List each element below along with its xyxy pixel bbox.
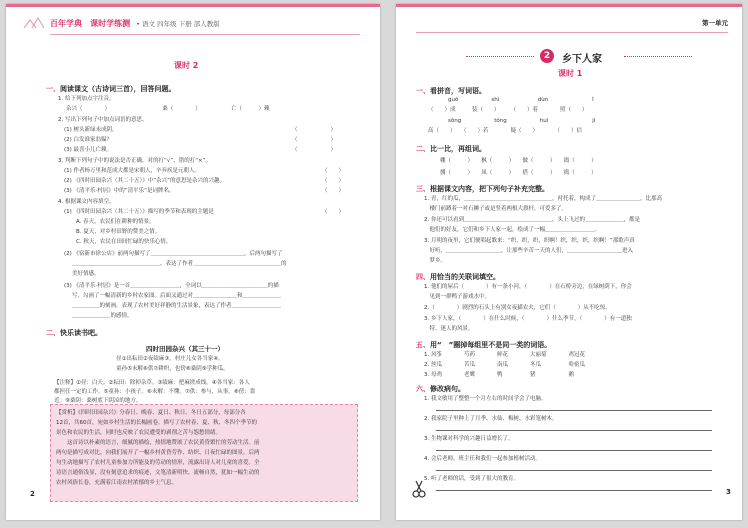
conjunction-item: 特、迷人的风景。 (424, 326, 474, 332)
sick-sentence: 5. 听了老师的话，受到了很大的教育。 (424, 476, 519, 482)
lesson-title: 课时 1 (558, 69, 583, 78)
section-6-heading: 六、修改病句。 (416, 385, 465, 393)
conjunction-item: 见到一群鸭子游戏水中。 (424, 294, 491, 300)
poem-line: 昼①出耘田②夜绩麻③，村庄儿女各当家④。 (116, 356, 224, 362)
answer-paren: （ ） (292, 127, 337, 133)
section-2-heading: 二、比一比，再组词。 (416, 145, 486, 153)
page-header (50, 18, 360, 35)
word-group: 2. 丝瓜 苦瓜 南瓜 冬瓜 哈密瓜 (424, 362, 585, 368)
answer-paren: （ ） (292, 147, 337, 153)
answer-paren: （ ） (322, 188, 345, 194)
conjunction-item: 3. 乡下人家，（ ）在什么时候，（ ）什么季节，（ ）有一道独 (424, 316, 632, 322)
q4-3: ＿＿＿＿＿＿＿的感情。 (72, 313, 133, 319)
sick-sentence: 4. 会后老师，班主任和我们一起参加植树活动。 (424, 456, 541, 462)
appreciation-line: 12首，共60首，宛如乡村生活的长幅画卷。描写了农村春、夏、秋、冬四个季节的 (56, 420, 257, 426)
left-page (6, 4, 380, 520)
q4-3: (3) 《清平乐·村居》是一首＿＿＿＿＿＿＿＿＿，全词以＿＿＿＿＿＿＿＿＿＿＿＿的描 (64, 283, 279, 289)
brand-title: 百年学典 (50, 19, 82, 28)
answer-paren: （ ） (292, 137, 337, 143)
appreciation-line: 两句是描写成对比，向我们展开了一幅乡村黄昏劳作、纺织、日夜忙碌的图景。后两 (56, 450, 260, 456)
compare-row: 棚（ ） 枫（ ） 做（ ） 捣（ ） (440, 158, 597, 164)
answer-line (436, 450, 712, 451)
section-2-heading: 二、快乐读书吧。 (46, 329, 102, 337)
answer-line (436, 490, 712, 491)
poem-title: 四时田园杂兴（其三十一） (146, 345, 224, 353)
unit-number-badge: 2 (540, 49, 554, 63)
section-5-heading: 五、用“ ”圈掉每组里不是同一类的词语。 (416, 341, 552, 349)
conjunction-item: 2.（ ）剧烈的石头上有别女夜猫农夫，它们（ ）从不吃惊。 (424, 305, 611, 311)
q4-option: B. 夏天，对乡村田野的赞美之情。 (76, 229, 161, 235)
title-dotline (466, 56, 534, 57)
q4-3: ＿＿＿＿＿的刻画，表现了农村美好祥静的生活景象，表达了作者＿＿＿＿＿＿＿＿＿ (72, 303, 282, 309)
header-rule (416, 32, 728, 33)
question-2: 2. 写出下列句子中加点词语的意思。 (58, 117, 148, 123)
answer-paren: （ ） (322, 209, 345, 215)
scissors-icon (412, 480, 426, 498)
compare-row: 捌（ ） 凤（ ） 借（ ） 捣（ ） (440, 170, 597, 176)
word-group: 1. 风筝 芍药 鲜花 大丽菊 鸡冠花 (424, 352, 585, 358)
fill-sentence: 1. 青，红的瓜，＿＿＿＿＿＿＿＿＿＿＿＿＿＿＿＿，衬托着，构成了＿＿＿＿＿＿＿＿，比那高 (424, 196, 662, 202)
q4-2: ＿＿＿＿＿＿＿＿＿＿＿＿＿＿＿＿，表达了作者＿＿＿＿＿＿＿＿＿＿＿＿＿＿＿＿的 (72, 261, 287, 267)
question-3: 3. 判断下列句子中的说法是否正确。对的打“√”，错的打“×”。 (58, 158, 212, 164)
unit-title: 乡下人家 (562, 54, 602, 65)
page-number: 2 (30, 490, 35, 498)
answer-paren: （ ） (322, 178, 345, 184)
appreciation-line: 句生动地描写了农村儿童参加力所能及的劳动的情形，流露出诗人对儿童的喜爱。全 (56, 460, 260, 466)
question-1-items: 杂兴（ ） 桑（ ） 亡（ ）赖 (66, 106, 270, 112)
word-row: 高（ ） （ ）若 疑（ ） （ ）信 (428, 128, 583, 134)
house-logo-icon (22, 14, 46, 30)
series-title: 课时学练测 (90, 19, 131, 28)
fill-sentence: 梦乡。 (424, 258, 447, 264)
q4-option: A. 春天，农民们在耕种的情景。 (76, 219, 155, 225)
section-1-heading: 一、看拼音，写词语。 (416, 87, 486, 95)
title-dotline (624, 56, 692, 57)
answer-line (436, 410, 712, 411)
appreciation-line: 景色和农民的生活，同时也反映了农民遭受的剥削之苦与怨愁情绪。 (56, 430, 222, 436)
question-1: 1. 给下列加点字注音。 (58, 96, 115, 102)
q3-item: (1) 作者杨万里和范成大都是宋朝人，辛弃疾是元朝人。 (64, 168, 201, 174)
sick-sentence: 1. 我文敏用了整整一个月左右的时间学会了电脑。 (424, 396, 547, 402)
appreciation-line: 诗语言通俗浅显，没有刻意追求的痕迹，文笔清新明快，流畅自然，犹如一幅生动的 (56, 470, 260, 476)
q2-item: (2) 白发谁家翁媪？ (64, 137, 113, 143)
q3-item: (2) 《四时田园杂兴（其二十五）》中“杂兴”的意思是杂兴的兴趣。 (64, 178, 225, 184)
sick-sentence: 3. 生物课对科学的兴趣日益增长了。 (424, 436, 514, 442)
page-number: 3 (726, 488, 731, 496)
poem-notes: 都担任一定的工作。⑤童孙：小孩子。⑥未解：不懂。⑦供：参与，从事。⑧傍：靠 (54, 389, 256, 395)
appreciation-line: 这首诗以朴素的语言，细腻的描绘，热情地赞颂了农民黄昏繁忙的劳动生活。前 (56, 440, 260, 446)
answer-paren: （ ） (322, 168, 345, 174)
q4-1: (1) 《四时田园杂兴（其二十五）》描写的季节和表现的主题是 (64, 209, 214, 215)
conjunction-item: 1. 他们的屋后（ ）有一条小河，（ ）在石桥旁边，在绿树荫下，你会 (424, 284, 632, 290)
fill-sentence: 楼门前蹲着一对石狮子或是竖着两根大旗杆，可爱多了。 (424, 206, 568, 212)
fill-sentence: 2. 你还可以看到＿＿＿＿＿＿＿＿＿＿＿＿＿＿＿＿，头上飞过的＿＿＿＿＿＿＿，都是 (424, 217, 640, 223)
header-meta: • 语文 四年级 下册 部人教版 (136, 20, 220, 28)
unit-tag: 第一单元 (702, 19, 728, 27)
pinyin-row: guō shì dùn ǐ (448, 97, 594, 103)
q3-item: (3) 《清平乐·村居》中的“清平乐”是词牌名。 (64, 188, 175, 194)
section-3-heading: 三、根据课文内容，把下列句子补充完整。 (416, 185, 549, 193)
right-page (396, 4, 742, 520)
fill-sentence: 好听，＿＿＿＿＿＿＿＿＿＿，让那些辛苦一天的人们，＿＿＿＿＿＿＿＿＿＿进入 (424, 248, 634, 254)
q4-3: 写，勾画了一幅清新的乡村农家图。后面又通过对＿＿＿＿＿＿＿＿和＿＿＿＿＿＿＿ (72, 293, 282, 299)
q2-item: (1) 树头新绿未成阴。 (64, 127, 118, 133)
word-row: （ ）成 装（ ） （ ）着 照（ ） (428, 107, 588, 113)
fill-sentence: 3. 月明的夜里，它们便唱起歌来：“织，织，织，织啊！织，织，织，织啊！”那歌声真 (424, 238, 635, 244)
q4-2: (2) 《宿新市徐公店》前两句描写了＿＿＿＿＿＿＿＿＿＿＿＿＿＿＿＿＿，后两句描写了 (64, 251, 283, 257)
answer-line (436, 470, 712, 471)
q4-2: 美好情感。 (72, 271, 100, 277)
section-4-heading: 四、用恰当的关联词填空。 (416, 273, 500, 281)
appreciation-line: 【赏析】《四时田园杂兴》分春日、晚春、夏日、秋日、冬日五部分，每部分各 (56, 410, 246, 416)
lesson-title: 课时 2 (174, 61, 199, 70)
question-4: 4. 根据课文内容填空。 (58, 199, 115, 205)
pinyin-row: sōng tóng huì jì (448, 118, 596, 124)
poem-line: 童孙⑤未解⑥供⑦耕织，也傍⑧桑阴⑨学种瓜。 (116, 366, 229, 372)
word-group: 3. 母鸡 老鹰 鸭 猪 鹅 (424, 372, 574, 378)
appreciation-line: 农村风俗长卷，充满着江南农村浓郁的乡土气息。 (56, 480, 178, 486)
q4-option: C. 秋天，农民在田间忙碌的快乐心情。 (76, 239, 172, 245)
top-accent-bar (396, 4, 742, 7)
section-1-heading: 一、阅读课文（古诗词三首），回答问题。 (46, 85, 176, 93)
poem-notes: 近。⑨桑阴：桑树底下阴凉的地方。 (54, 398, 142, 404)
top-accent-bar (6, 4, 380, 7)
fill-sentence: 他们的好友，它们和乡下人家一起，绘成了一幅＿＿＿＿＿＿＿＿＿。 (424, 227, 601, 233)
sick-sentence: 2. 我家院子里种上了月季、水仙、梅树、水彩笔树木。 (424, 416, 558, 422)
q2-item: (3) 最喜小儿亡赖。 (64, 147, 113, 153)
poem-notes: 【注释】①昼：白天。②耘田：除掉杂草。③绩麻：把麻搓成线。④各当家：各人 (54, 380, 250, 386)
answer-line (436, 430, 712, 431)
